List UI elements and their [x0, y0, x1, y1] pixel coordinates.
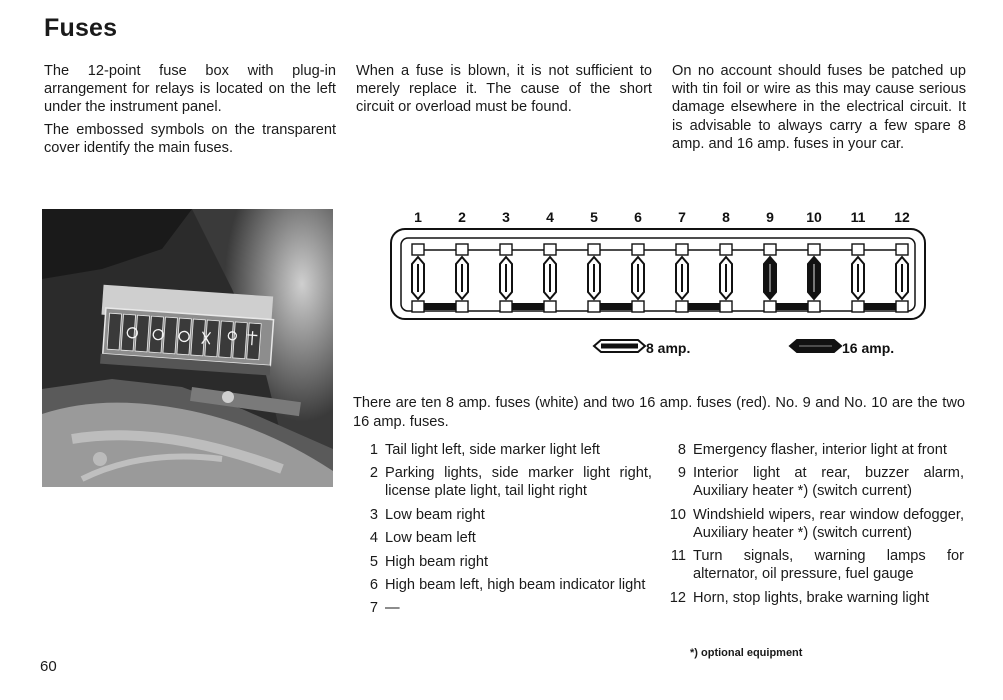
fuse-number-label: 4 — [546, 209, 554, 225]
fuse-list-left — [356, 441, 652, 623]
legend-16amp — [790, 340, 894, 356]
fuse-description: Horn, stop lights, brake warning light — [693, 589, 930, 606]
fuse-number-label: 6 — [634, 209, 642, 225]
fuse-description: Parking lights, side marker light right, license plate light, tail light right — [385, 465, 652, 500]
fuse-slot — [412, 244, 424, 312]
fuse-number-label: 12 — [894, 209, 910, 225]
fuse-number-label: 9 — [766, 209, 774, 225]
fuse-slot — [500, 244, 512, 312]
fuse-slot — [676, 244, 688, 312]
fuse-number: 6 — [369, 576, 378, 593]
fuse-slot — [896, 244, 908, 312]
fuse-contact-bar — [512, 303, 544, 310]
fuse-slot — [808, 244, 820, 312]
fuse-number: 10 — [669, 506, 686, 523]
fuse-rating-note: There are ten 8 amp. fuses (white) and two 16 amp. fuses (red). No. 9 and No. 10 are the two 16 amp. fuses. — [353, 395, 965, 430]
fuse-number: 4 — [369, 530, 378, 547]
legend-16amp-label: 16 amp. — [842, 340, 895, 356]
list-item — [664, 589, 964, 607]
legend-8amp — [594, 340, 690, 356]
fuse-description: Turn signals, warning lamps for alternator, oil pressure, fuel gauge — [693, 548, 964, 583]
fuse-contact-bar — [424, 303, 456, 310]
list-item — [356, 506, 652, 524]
intro-paragraph: On no account should fuses be patched up with tin foil or wire as this may cause serious damage elsewhere in the electrical circuit. It is advisable to always carry a few spare 8 amp. and 16 amp. fuses in your car. — [672, 63, 966, 152]
list-item — [356, 441, 652, 459]
fuse-box-photo — [42, 209, 333, 487]
footnote: *) optional equipment — [690, 647, 803, 659]
fuse-slot — [544, 244, 556, 312]
fuse-description: High beam right — [385, 553, 489, 570]
fuse-list-right — [664, 441, 964, 612]
fuse-number: 1 — [369, 442, 378, 458]
fuse-slot — [852, 244, 864, 312]
list-item — [356, 576, 652, 594]
fuse-description: — — [385, 600, 400, 617]
fuse-number: 7 — [369, 600, 378, 617]
fuse-slot — [632, 244, 644, 312]
fuse-description: Emergency flasher, interior light at front — [693, 442, 947, 458]
fuse-slot — [456, 244, 468, 312]
fuse-number: 5 — [369, 553, 378, 570]
fuse-description: Low beam right — [385, 506, 485, 523]
fuse-description: Windshield wipers, rear window defogger, Auxiliary heater *) (switch current) — [693, 506, 964, 541]
fuse-slot — [588, 244, 600, 312]
intro-paragraph: The 12-point fuse box with plug-in arrangement for relays is located on the left under the instrument panel. — [44, 63, 336, 116]
fuse-description: Low beam left — [385, 530, 476, 547]
intro-paragraph: The embossed symbols on the transparent cover identify the main fuses. — [44, 121, 336, 156]
fuse-box-diagram — [388, 204, 928, 364]
fuse-number-label: 11 — [850, 209, 866, 225]
fuse-number: 9 — [677, 465, 686, 482]
fuse-slot — [764, 244, 776, 312]
intro-column-warning — [672, 62, 966, 157]
fuse-number-label: 7 — [678, 209, 686, 225]
fuse-description: High beam left, high beam indicator light — [385, 576, 646, 593]
fuse-contact-bar — [600, 303, 632, 310]
intro-column-blown-fuse — [356, 62, 652, 121]
fuse-number: 2 — [369, 465, 378, 482]
fuse-description: Tail light left, side marker light left — [385, 442, 600, 458]
list-item — [664, 506, 964, 542]
page-title: Fuses — [44, 14, 118, 42]
fuse-description: Interior light at rear, buzzer alarm, Auxiliary heater *) (switch current) — [693, 465, 964, 500]
fuse-number: 3 — [369, 506, 378, 523]
list-item — [664, 547, 964, 583]
fuse-number-label: 3 — [502, 209, 510, 225]
page-number: 60 — [40, 658, 57, 675]
list-item — [664, 464, 964, 500]
fuse-number-label: 5 — [590, 209, 598, 225]
legend-8amp-label: 8 amp. — [646, 340, 691, 356]
fuse-number: 12 — [669, 589, 686, 606]
fuse-number-label: 10 — [806, 209, 822, 225]
fuse-contact-bar — [688, 303, 720, 310]
list-item — [356, 529, 652, 547]
fuse-slot — [720, 244, 732, 312]
list-item — [356, 553, 652, 571]
fuse-number-label: 8 — [722, 209, 730, 225]
intro-column-location — [44, 62, 336, 161]
fuse-number: 11 — [670, 548, 686, 565]
intro-paragraph: When a fuse is blown, it is not sufficient to merely replace it. The cause of the short circuit or overload must be found. — [356, 63, 652, 116]
list-item — [664, 441, 964, 459]
list-item — [356, 464, 652, 500]
list-item — [356, 599, 652, 617]
fuse-contact-bar — [864, 303, 896, 310]
fuse-contact-bar — [776, 303, 808, 310]
fuse-number-label: 2 — [458, 209, 466, 225]
fuse-number: 8 — [677, 442, 686, 458]
fuse-number-label: 1 — [414, 209, 422, 225]
